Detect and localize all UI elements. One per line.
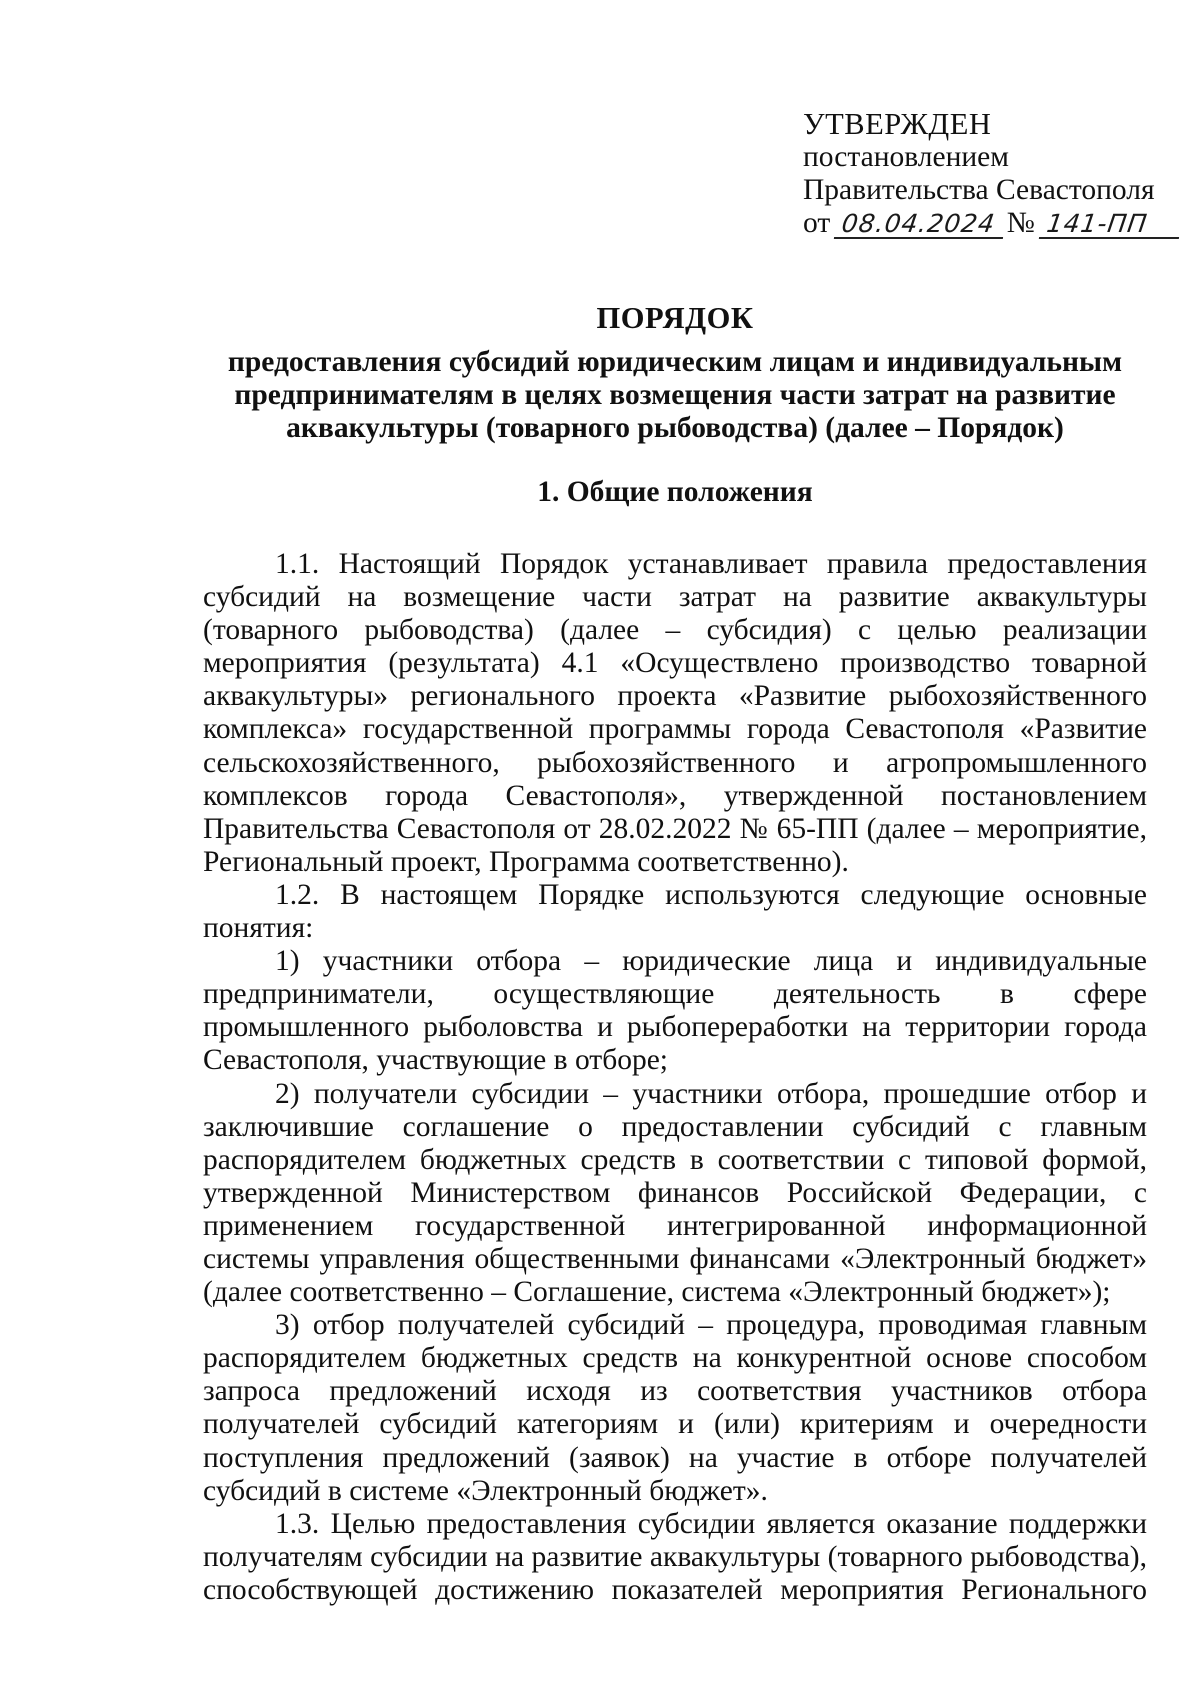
approval-line-date-number	[803, 207, 1183, 240]
paragraph-1-1: 1.1. Настоящий Порядок устанавливает правила предоставления субсидий на возмещение части затрат на развитие аквакультуры (товарного рыбоводства) (далее – субсидия) с целью реализации мероприятия (результата) 4.1 «Осуществлено производство товарной аквакультуры» регионального проекта «Развитие рыбохозяйственного комплекса» государственной программы города Севастополя «Развитие сельскохозяйственного, рыбохозяйственного и агропромышленного комплексов города Севастополя», утвержденной постановлением Правительства Севастополя от 28.02.2022 № 65-ПП (далее – мероприятие, Региональный проект, Программа соответственно).	[203, 548, 1147, 878]
section-heading: 1. Общие положения	[537, 476, 813, 508]
approval-heading: УТВЕРЖДЕН	[803, 107, 992, 141]
handwritten-date: 08.04.2024	[836, 207, 1002, 240]
handwritten-number: 141-ПП	[1041, 207, 1154, 240]
paragraph-1-2: 1.2. В настоящем Порядке используются следующие основные понятия:	[203, 878, 1147, 945]
document-title-block	[203, 300, 1147, 445]
document-body	[203, 548, 1147, 1607]
paragraph-1-3: 1.3. Целью предоставления субсидии является оказание поддержки получателям субсидии на развитие аквакультуры (товарного рыбоводства), способствующей достижению показателей мероприятия Регионального	[203, 1507, 1147, 1606]
paragraph-term-2: 2) получатели субсидии – участники отбора, прошедшие отбор и заключившие соглашение о предоставлении субсидий с главным распорядителем бюджетных средств в соответствии с типовой формой, утвержденной Министерством финансов Российской Федерации, с применением государственной интегрированной информационной системы управления общественными финансами «Электронный бюджет» (далее соответственно – Соглашение, система «Электронный бюджет»);	[203, 1077, 1147, 1309]
approval-line-decree: постановлением	[803, 141, 1009, 173]
paragraph-term-3: 3) отбор получателей субсидий – процедура, проводимая главным распорядителем бюджетных средств на конкурентной основе способом запроса предложений исходя из соответствия участников отбора получателей субсидий категориям и (или) критериям и очередности поступления предложений (заявок) на участие в отборе получателей субсидий в системе «Электронный бюджет».	[203, 1309, 1147, 1507]
approval-line-government: Правительства Севастополя	[803, 174, 1155, 206]
approval-stamp-block	[803, 108, 1183, 240]
approval-from-prefix: от	[803, 207, 831, 239]
paragraph-term-1: 1) участники отбора – юридические лица и индивидуальные предприниматели, осуществляющие деятельность в сфере промышленного рыболовства и рыбопереработки на территории города Севастополя, участвующие в отборе;	[203, 945, 1147, 1077]
document-title: ПОРЯДОК	[596, 301, 754, 335]
approval-number-sign: №	[1006, 207, 1035, 239]
document-subtitle: предоставления субсидий юридическим лицам и индивидуальным предпринимателям в целях возмещения части затрат на развитие аквакультуры (товарного рыбоводства) (далее – Порядок)	[227, 346, 1123, 444]
